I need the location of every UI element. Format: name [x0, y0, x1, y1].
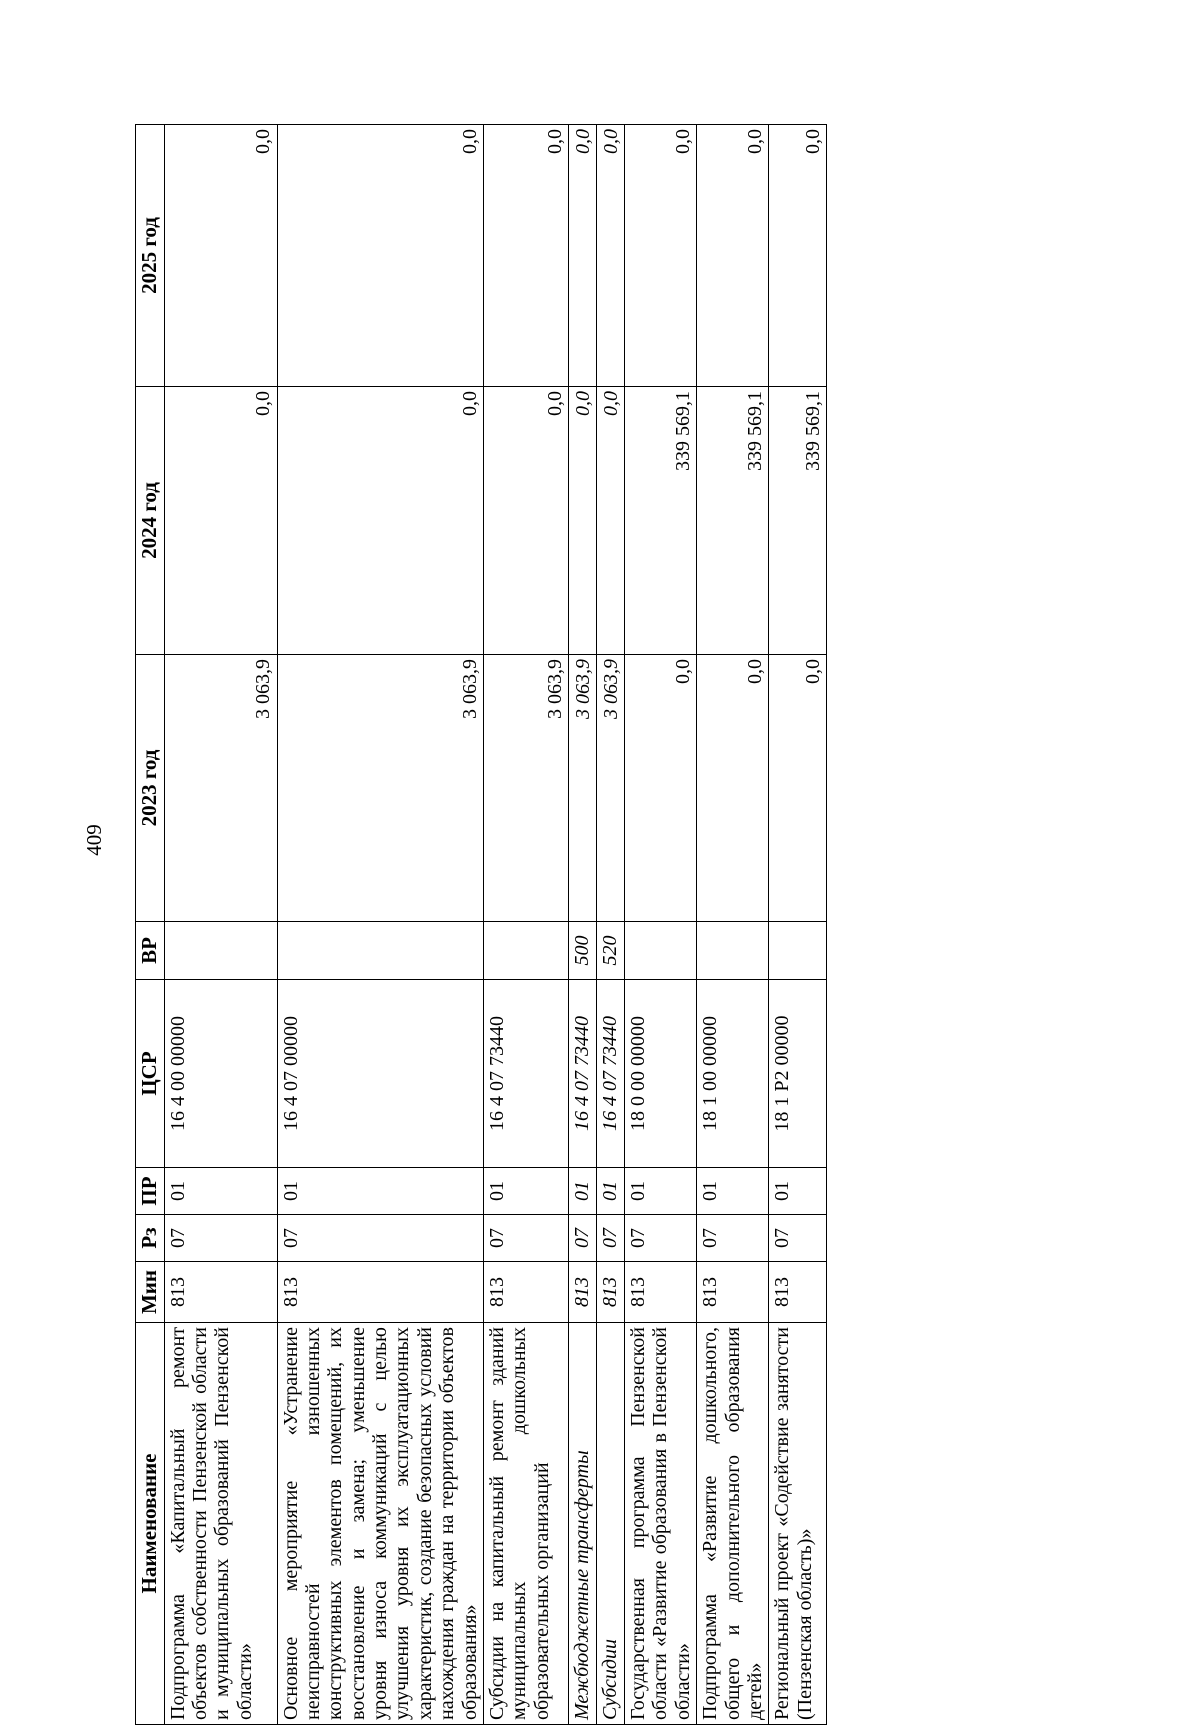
row-2024: 0,0 [597, 387, 625, 655]
row-vr [769, 922, 827, 980]
row-min: 813 [569, 1262, 597, 1323]
row-csr: 16 4 07 73440 [597, 980, 625, 1168]
row-min: 813 [769, 1262, 827, 1323]
header-min: Мин [136, 1262, 165, 1323]
row-rz: 07 [597, 1215, 625, 1262]
page-number: 409 [81, 824, 106, 856]
row-pr: 01 [697, 1168, 769, 1215]
row-2024: 0,0 [164, 387, 277, 655]
budget-table [135, 124, 827, 1725]
row-name: Региональный проект «Содействие занятости (Пензенская область)» [769, 1323, 827, 1725]
row-2023: 3 063,9 [164, 655, 277, 922]
row-2025: 0,0 [697, 125, 769, 387]
row-2025: 0,0 [277, 125, 484, 387]
row-2024: 0,0 [484, 387, 569, 655]
row-2024: 339 569,1 [769, 387, 827, 655]
row-2023: 3 063,9 [597, 655, 625, 922]
row-csr: 18 1 00 00000 [697, 980, 769, 1168]
header-2024: 2024 год [136, 387, 165, 655]
header-2023: 2023 год [136, 655, 165, 922]
budget-table-rotated [135, 125, 824, 1725]
table-row [769, 125, 827, 1725]
header-rz: Рз [136, 1215, 165, 1262]
table-row [277, 125, 484, 1725]
row-name: Основное мероприятие «Устранение неисправностей изношенных конструктивных элементов помещений, их восстановление и замена; уменьшение уровня износа коммуникаций с целью улучшения уровня их эксплуатационных характеристик, создание безопасных условий нахождения граждан на территории объектов образования» [277, 1323, 484, 1725]
row-min: 813 [277, 1262, 484, 1323]
table-row [625, 125, 697, 1725]
table-header-row [136, 125, 165, 1725]
row-vr: 520 [597, 922, 625, 980]
row-2023: 0,0 [697, 655, 769, 922]
row-2024: 0,0 [277, 387, 484, 655]
row-csr: 18 1 P2 00000 [769, 980, 827, 1168]
row-pr: 01 [625, 1168, 697, 1215]
row-2024: 339 569,1 [697, 387, 769, 655]
row-csr: 16 4 07 00000 [277, 980, 484, 1168]
row-2025: 0,0 [625, 125, 697, 387]
row-rz: 07 [697, 1215, 769, 1262]
table-row [164, 125, 277, 1725]
row-vr [277, 922, 484, 980]
row-2023: 0,0 [625, 655, 697, 922]
row-pr: 01 [597, 1168, 625, 1215]
header-pr: ПР [136, 1168, 165, 1215]
row-vr [164, 922, 277, 980]
table-row [697, 125, 769, 1725]
row-vr [697, 922, 769, 980]
row-min: 813 [597, 1262, 625, 1323]
row-2024: 339 569,1 [625, 387, 697, 655]
row-rz: 07 [164, 1215, 277, 1262]
row-pr: 01 [277, 1168, 484, 1215]
row-vr [625, 922, 697, 980]
header-2025: 2025 год [136, 125, 165, 387]
row-rz: 07 [769, 1215, 827, 1262]
table-row [597, 125, 625, 1725]
row-2023: 3 063,9 [569, 655, 597, 922]
row-name: Межбюджетные трансферты [569, 1323, 597, 1725]
header-vr: ВР [136, 922, 165, 980]
row-2025: 0,0 [164, 125, 277, 387]
row-name: Государственная программа Пензенской области «Развитие образования в Пензенской области» [625, 1323, 697, 1725]
table-row [484, 125, 569, 1725]
row-2025: 0,0 [484, 125, 569, 387]
row-2023: 0,0 [769, 655, 827, 922]
row-min: 813 [697, 1262, 769, 1323]
row-name: Подпрограмма «Развитие дошкольного, общего и дополнительного образования детей» [697, 1323, 769, 1725]
row-rz: 07 [277, 1215, 484, 1262]
row-rz: 07 [484, 1215, 569, 1262]
row-name: Субсидии [597, 1323, 625, 1725]
row-pr: 01 [484, 1168, 569, 1215]
row-2025: 0,0 [769, 125, 827, 387]
row-vr [484, 922, 569, 980]
row-2025: 0,0 [597, 125, 625, 387]
header-csr: ЦСР [136, 980, 165, 1168]
row-vr: 500 [569, 922, 597, 980]
row-name: Подпрограмма «Капитальный ремонт объектов собственности Пензенской области и муниципальных образований Пензенской области» [164, 1323, 277, 1725]
row-csr: 18 0 00 00000 [625, 980, 697, 1168]
row-csr: 16 4 07 73440 [484, 980, 569, 1168]
row-2023: 3 063,9 [277, 655, 484, 922]
row-pr: 01 [769, 1168, 827, 1215]
row-csr: 16 4 07 73440 [569, 980, 597, 1168]
row-pr: 01 [164, 1168, 277, 1215]
row-rz: 07 [569, 1215, 597, 1262]
row-rz: 07 [625, 1215, 697, 1262]
row-pr: 01 [569, 1168, 597, 1215]
row-min: 813 [484, 1262, 569, 1323]
row-2023: 3 063,9 [484, 655, 569, 922]
row-csr: 16 4 00 00000 [164, 980, 277, 1168]
table-row [569, 125, 597, 1725]
row-min: 813 [164, 1262, 277, 1323]
row-2025: 0,0 [569, 125, 597, 387]
row-min: 813 [625, 1262, 697, 1323]
row-2024: 0,0 [569, 387, 597, 655]
row-name: Субсидии на капитальный ремонт зданий муниципальных дошкольных образовательных организаций [484, 1323, 569, 1725]
header-name: Наименование [136, 1323, 165, 1725]
